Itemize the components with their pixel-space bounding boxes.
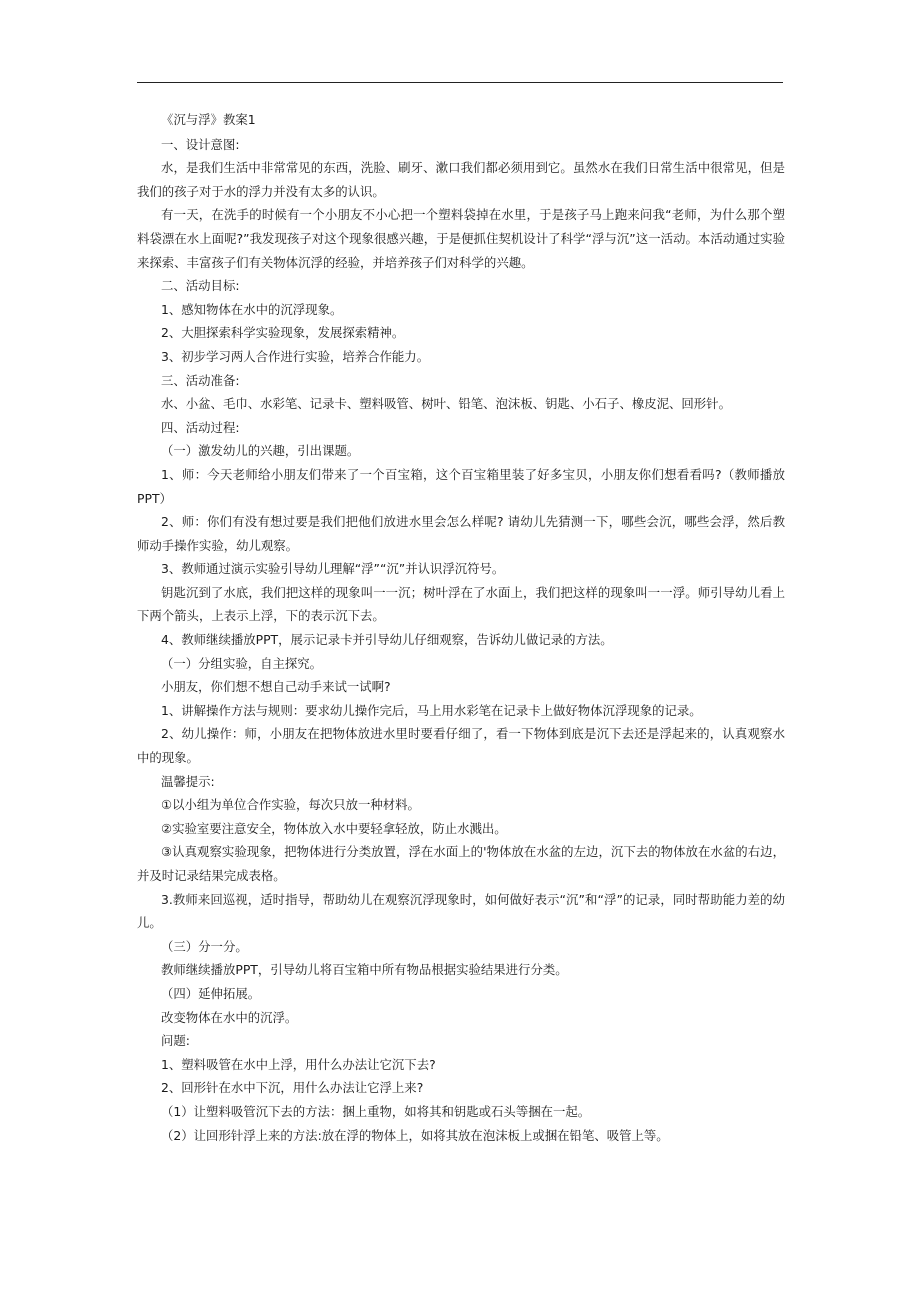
paragraph: ①以小组为单位合作实验，每次只放一种材料。 bbox=[161, 797, 420, 813]
paragraph: 教师继续播放PPT，引导幼儿将百宝箱中所有物品根据实验结果进行分类。 bbox=[161, 962, 568, 978]
paragraph: 2、大胆探索科学实验现象，发展探索精神。 bbox=[161, 325, 405, 341]
paragraph: 温馨提示: bbox=[161, 773, 215, 789]
paragraph: 钥匙沉到了水底，我们把这样的现象叫一一沉；树叶浮在了水面上，我们把这样的现象叫一一浮。师引导幼儿看上下两个箭头，上表示上浮，下的表示沉下去。 bbox=[137, 584, 785, 624]
paragraph: （1）让塑料吸管沉下去的方法：捆上重物，如将其和钥匙或石头等捆在一起。 bbox=[161, 1103, 591, 1119]
paragraph: 1、感知物体在水中的沉浮现象。 bbox=[161, 301, 343, 317]
paragraph: ③认真观察实验现象，把物体进行分类放置，浮在水面上的'物体放在水盆的左边，沉下去的物体放在水盆的右边，并及时记录结果完成表格。 bbox=[137, 844, 785, 883]
paragraph: 2、师：你们有没有想过要是我们把他们放进水里会怎么样呢? 请幼儿先猜测一下，哪些会沉，哪些会浮，然后教师动手操作实验，幼儿观察。 bbox=[137, 514, 785, 553]
document-body bbox=[137, 108, 785, 1147]
paragraph: 二、活动目标: bbox=[161, 278, 240, 294]
paragraph: 3、初步学习两人合作进行实验，培养合作能力。 bbox=[161, 348, 430, 364]
paragraph: 小朋友，你们想不想自己动手来试一试啊? bbox=[161, 679, 391, 695]
paragraph: （三）分一分。 bbox=[161, 938, 248, 954]
paragraph: 三、活动准备: bbox=[161, 372, 240, 388]
paragraph: 4、教师继续播放PPT，展示记录卡并引导幼儿仔细观察，告诉幼儿做记录的方法。 bbox=[161, 632, 613, 648]
paragraph: 一、设计意图: bbox=[161, 136, 240, 152]
paragraph: 改变物体在水中的沉浮。 bbox=[161, 1009, 298, 1025]
paragraph: 1、塑料吸管在水中上浮，用什么办法让它沉下去? bbox=[161, 1056, 436, 1072]
paragraph: （一）激发幼儿的兴趣，引出课题。 bbox=[161, 443, 360, 459]
paragraph: 3、教师通过演示实验引导幼儿理解“浮”“沉”并认识浮沉符号。 bbox=[161, 561, 505, 577]
document-title: 《沉与浮》教案1 bbox=[161, 112, 256, 127]
paragraph-list bbox=[137, 133, 785, 1148]
paragraph: 3.教师来回巡视，适时指导，帮助幼儿在观察沉浮现象时，如何做好表示“沉”和“浮”的记录，同时帮助能力差的幼儿。 bbox=[137, 891, 785, 931]
paragraph: 水、小盆、毛巾、水彩笔、记录卡、塑料吸管、树叶、铅笔、泡沫板、钥匙、小石子、橡皮泥、回形针。 bbox=[161, 396, 731, 412]
paragraph: （一）分组实验，自主探究。 bbox=[161, 655, 323, 671]
paragraph: 1、讲解操作方法与规则：要求幼儿操作完后，马上用水彩笔在记录卡上做好物体沉浮现象的记录。 bbox=[161, 702, 702, 718]
paragraph: 2、幼儿操作：师，小朋友在把物体放进水里时要看仔细了，看一下物体到底是沉下去还是浮起来的，认真观察水中的现象。 bbox=[137, 726, 785, 766]
paragraph: 有一天，在洗手的时候有一个小朋友不小心把一个塑料袋掉在水里，于是孩子马上跑来问我“老师，为什么那个塑料袋漂在水上面呢?”我发现孩子对这个现象很感兴趣，于是便抓住契机设计了科学“浮与沉”这一活动。本活动通过实验来探索、丰富孩子们有关物体沉浮的经验，并培养孩子们对科学的兴趣。 bbox=[137, 207, 785, 270]
paragraph: 四、活动过程: bbox=[161, 419, 240, 435]
paragraph: 2、回形针在水中下沉，用什么办法让它浮上来? bbox=[161, 1080, 424, 1096]
paragraph: （四）延伸拓展。 bbox=[161, 985, 261, 1001]
paragraph: 1、师：今天老师给小朋友们带来了一个百宝箱，这个百宝箱里装了好多宝贝，小朋友你们想看看吗?（教师播放PPT） bbox=[137, 466, 785, 506]
paragraph: 问题: bbox=[161, 1033, 190, 1049]
paragraph: （2）让回形针浮上来的方法:放在浮的物体上，如将其放在泡沫板上或捆在铅笔、吸管上等。 bbox=[161, 1127, 669, 1143]
header-rule bbox=[137, 82, 783, 83]
paragraph: 水，是我们生活中非常常见的东西，洗脸、刷牙、漱口我们都必须用到它。虽然水在我们日常生活中很常见，但是我们的孩子对于水的浮力并没有太多的认识。 bbox=[137, 160, 785, 199]
paragraph: ②实验室要注意安全，物体放入水中要轻拿轻放，防止水溅出。 bbox=[161, 820, 507, 836]
